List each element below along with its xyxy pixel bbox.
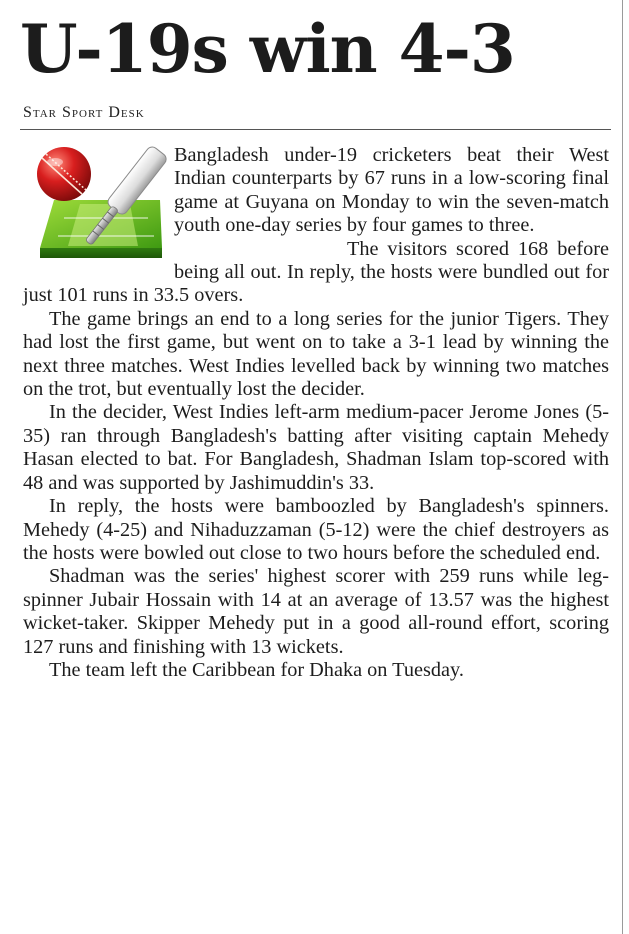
paragraph: The team left the Caribbean for Dhaka on Tuesday. bbox=[49, 658, 464, 681]
byline: Star Sport Desk bbox=[23, 104, 145, 121]
byline-divider bbox=[20, 129, 611, 130]
article-body bbox=[20, 144, 609, 682]
paragraph: Bangladesh under-19 cricketers beat their West Indian counterparts by 67 runs in a low-scoring final game at Guyana on Monday to win the seven-match youth one-day series by four games to three. bbox=[174, 144, 609, 237]
paragraph: In the decider, West Indies left-arm medium-pacer Jerome Jones (5-35) ran through Bangladesh's batting after visiting captain Mehedy Hasan elected to bat. For Bangladesh, Shadman Islam top-scored with 48 and was supported by Jashimuddin's 33. bbox=[23, 401, 609, 494]
paragraph: The visitors scored 168 before being all out. In reply, the hosts were bundled out for just 101 runs in 33.5 overs. bbox=[23, 237, 609, 307]
paragraph: The game brings an end to a long series for the junior Tigers. They had lost the first game, but went on to take a 3-1 lead by winning the next three matches. West Indies levelled back by winning two matches on the trot, but eventually lost the decider. bbox=[23, 307, 609, 401]
paragraph: In reply, the hosts were bamboozled by Bangladesh's spinners. Mehedy (4-25) and Nihaduzzaman (5-12) were the chief destroyers as the hosts were bowled out close to two hours before the scheduled end. bbox=[23, 495, 609, 564]
column-rule bbox=[622, 0, 623, 934]
article bbox=[20, 0, 614, 682]
cricket-ball-bat-pitch-icon bbox=[20, 144, 168, 270]
headline: U-19s win 4-3 bbox=[20, 10, 515, 88]
paragraph: Shadman was the series' highest scorer with 259 runs while leg-spinner Jubair Hossain with 14 at an average of 13.57 was the highest wicket-taker. Skipper Mehedy put in a good all-round effort, scoring 127 runs and finishing with 13 wickets. bbox=[23, 565, 609, 658]
